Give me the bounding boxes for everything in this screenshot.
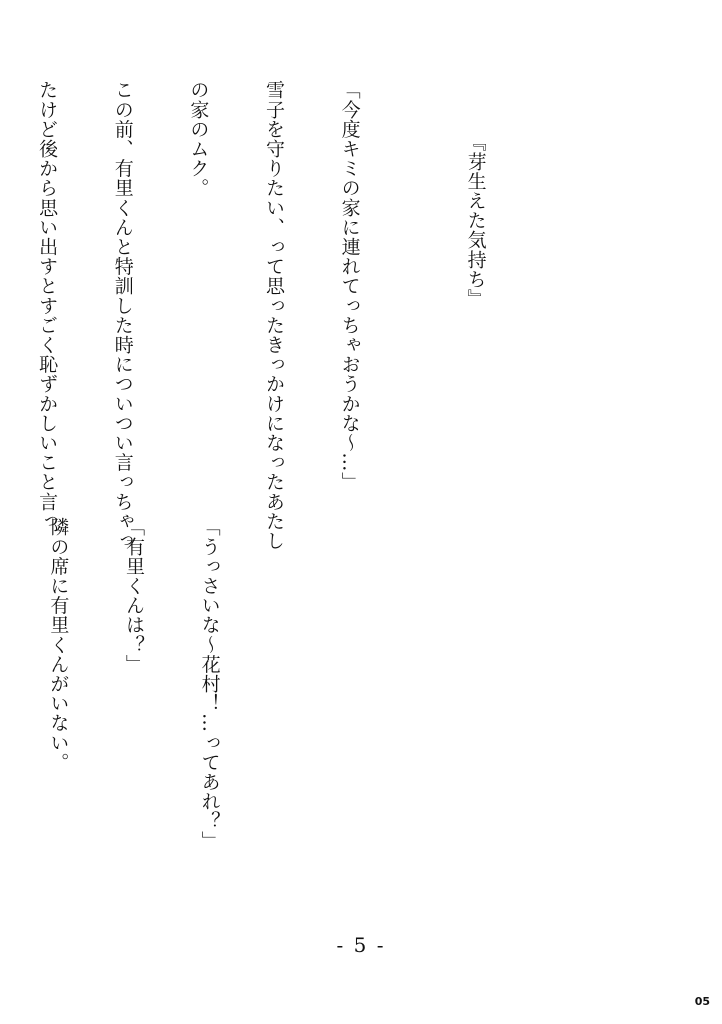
chapter-title: 『芽生えた気持ち』 [464,132,487,309]
upper-text-block [23,80,538,551]
lower-text-block [0,517,272,937]
text-line: たけど後から思い出すとすごく恥ずかしいこと言っ [36,80,59,531]
text-line: の家のムク。 [187,80,210,198]
text-line: 雪子を守りたい、って思ったきっかけになったあたし [262,80,285,551]
sheet-number: 05 [694,995,710,1008]
text-line: 「うっさいな～花村！…ってあれ？」 [198,517,221,851]
text-line: 「有里くんは？」 [122,517,145,674]
text-line: 隣の席に有里くんがいない。 [47,517,70,772]
page-number: - 5 - [336,933,386,957]
text-line: この前、有里くんと特訓した時についつい言っちゃっ [111,80,134,551]
text-line: 「今度キミの家に連れてっちゃおうかな～…」 [338,80,361,492]
